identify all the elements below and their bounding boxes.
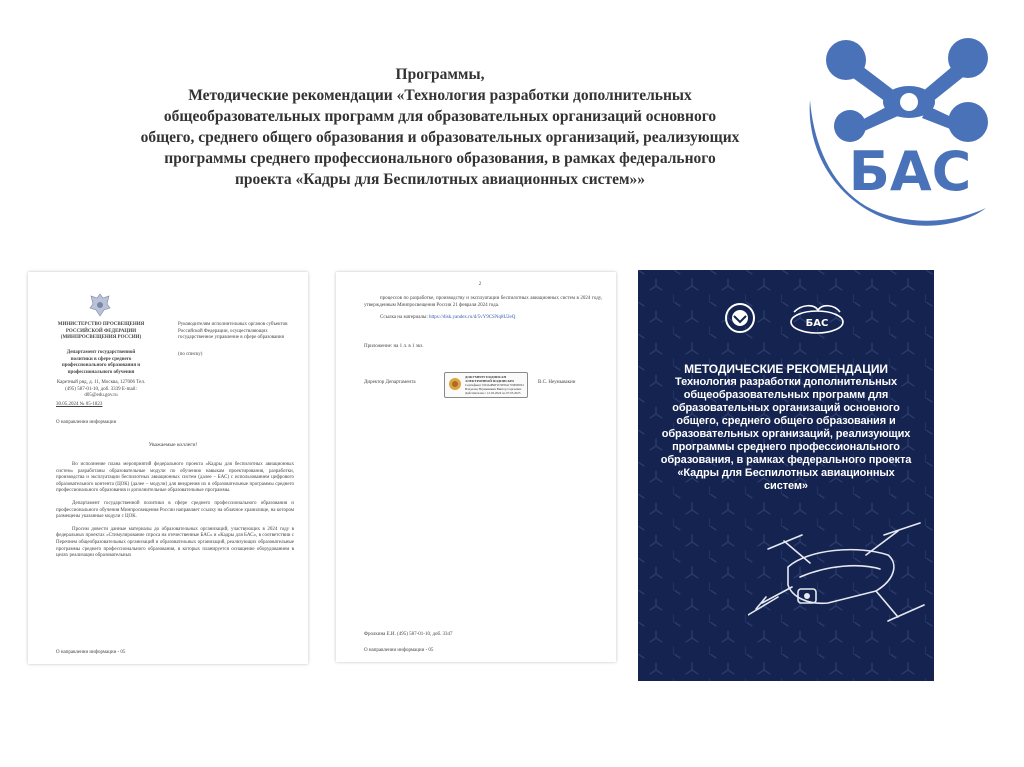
cover-line: общеобразовательных программ для [683, 389, 889, 401]
letter-page-1 [28, 272, 308, 664]
letter-body-continued [364, 296, 602, 328]
cover-line: программы среднего профессионального [672, 441, 900, 453]
stamp-heading: ДОКУМЕНТ ПОДПИСАН ЭЛЕКТРОННОЙ ПОДПИСЬЮ [465, 375, 514, 383]
signer-title: Директор Департамента [364, 380, 416, 385]
slide-title [40, 64, 840, 190]
title-line: Программы, [395, 66, 485, 83]
signature-row [364, 372, 614, 396]
document-date-number: 30.05.2024 № 05-1823 [56, 402, 103, 407]
coat-of-arms-icon [448, 377, 462, 391]
drone-illustration [748, 505, 928, 645]
letter-greeting: Уважаемые коллеги! [148, 442, 198, 448]
cover-line: общего, среднего общего образования и [676, 415, 896, 427]
body-paragraph: процессов по разработке, производству и эксплуатации беспилотных авиационных систем в 2024 году, утвержденным Минпросвещения России 21 февраля 2024 года. [364, 296, 602, 308]
cover-line: образования, в рамках федерального проекта [660, 454, 912, 466]
title-line: общего, среднего общего образования и образовательных организаций, реализующих [140, 129, 740, 146]
materials-link[interactable]: https://disk.yandex.ru/d/5vY9CSNq8U2eQ [429, 315, 516, 321]
cover-line: образовательных организаций основного [672, 402, 900, 414]
logo-text: БАС [848, 140, 972, 203]
stamp-details: Сертификат 01DA4B6F2C9E8A1700000001 Владелец Неумывакин Виктор Сергеевич Действителен с 12.02.2024 по 07.05.2025 [465, 383, 524, 395]
title-line: проекта «Кадры для Беспилотных авиационных систем»» [234, 171, 646, 188]
title-line: Методические рекомендации «Технология разработки дополнительных [188, 87, 692, 104]
body-paragraph: Во исполнение плана мероприятий федерального проекта «Кадры для беспилотных авиационных систем» разработаны образовательные модули по обучению навыкам проектирования, разработки, производства и эксплуатации беспилотных авиационных систем (далее – БАС) с использованием цифрового образовательного контента (ЦОК) (далее – модули) для внедрения их в образовательные программы среднего профессионального образования и дополнительные образовательные программы. [56, 462, 294, 494]
title-line: программы среднего профессионального образования, в рамках федерального [164, 150, 716, 167]
ministry-address: Каретный ряд, д. 11, Москва, 127006 Тел. (495) 587-01-10, доб. 3339 E-mail: d05@edu.gov.ru [56, 380, 146, 399]
body-paragraph: Просим довести данные материалы до образовательных организаций, участвующих в 2024 году в федеральных проектах «Стимулирование спроса на отечественные БАС» и «Кадры для БАС», в соответствии с Перечнем общеобразовательных организаций и образовательных организаций, реализующих образовательные программы среднего профессионального образования, в которых планируется оснащение оборудованием в целях реализации образовательных [56, 526, 294, 559]
cover-line: систем» [764, 480, 808, 492]
signer-name: В.С. Неумывакин [538, 380, 576, 385]
cover-logo-text: БАС [805, 318, 829, 329]
electronic-signature-stamp [444, 372, 528, 398]
cover-line: Технология разработки дополнительных [675, 376, 897, 388]
recipient-note: (по списку) [178, 351, 203, 357]
letter-page-2 [336, 272, 616, 662]
attachment-note: Приложение: на 1 л. в 1 экз. [364, 344, 424, 349]
recipient-text: Руководителям исполнительных органов субъектов Российской Федерации, осуществляющих государственное управление в сфере образования [178, 322, 288, 341]
ministry-name: МИНИСТЕРСТВО ПРОСВЕЩЕНИЯ РОССИЙСКОЙ ФЕДЕРАЦИИ (МИНПРОСВЕЩЕНИЯ РОССИИ) [57, 322, 145, 341]
body-paragraph: Департамент государственной политики в сфере среднего профессионального образования и профессионального обучения Минпросвещения России направляет ссылку на облачное хранилище, на котором размещены указанные модули с ЦОК. [56, 500, 295, 520]
executor-contact: Фролкина Е.И. (495) 587-01-10, доб. 3347 [364, 632, 453, 637]
cover-line: образовательных организаций, реализующих [661, 428, 911, 440]
cover-heading: МЕТОДИЧЕСКИЕ РЕКОМЕНДАЦИИ [684, 362, 888, 376]
coat-of-arms-icon [88, 292, 112, 318]
page-number: 2 [478, 282, 482, 287]
letter-body [56, 462, 294, 566]
materials-link-line: Ссылка на материалы: https://disk.yandex.ru/d/5vY9CSNq8U2eQ [380, 315, 516, 321]
title-line: общеобразовательных программ для образовательных организаций основного [163, 108, 717, 125]
department-name: Департамент государственной политики в сфере среднего профессионального образования и профессионального обучения [61, 350, 141, 375]
letter-footer: О направлении информации - 05 [56, 650, 126, 655]
letter-subject: О направлении информации [56, 420, 117, 425]
brochure-cover [638, 270, 934, 681]
letter-footer: О направлении информации - 05 [364, 648, 434, 653]
bas-drone-logo [796, 30, 1016, 240]
recipient-block [178, 322, 288, 358]
cover-title [646, 363, 926, 493]
cover-logos [722, 300, 852, 340]
cover-line: «Кадры для Беспилотных авиационных [677, 467, 895, 479]
